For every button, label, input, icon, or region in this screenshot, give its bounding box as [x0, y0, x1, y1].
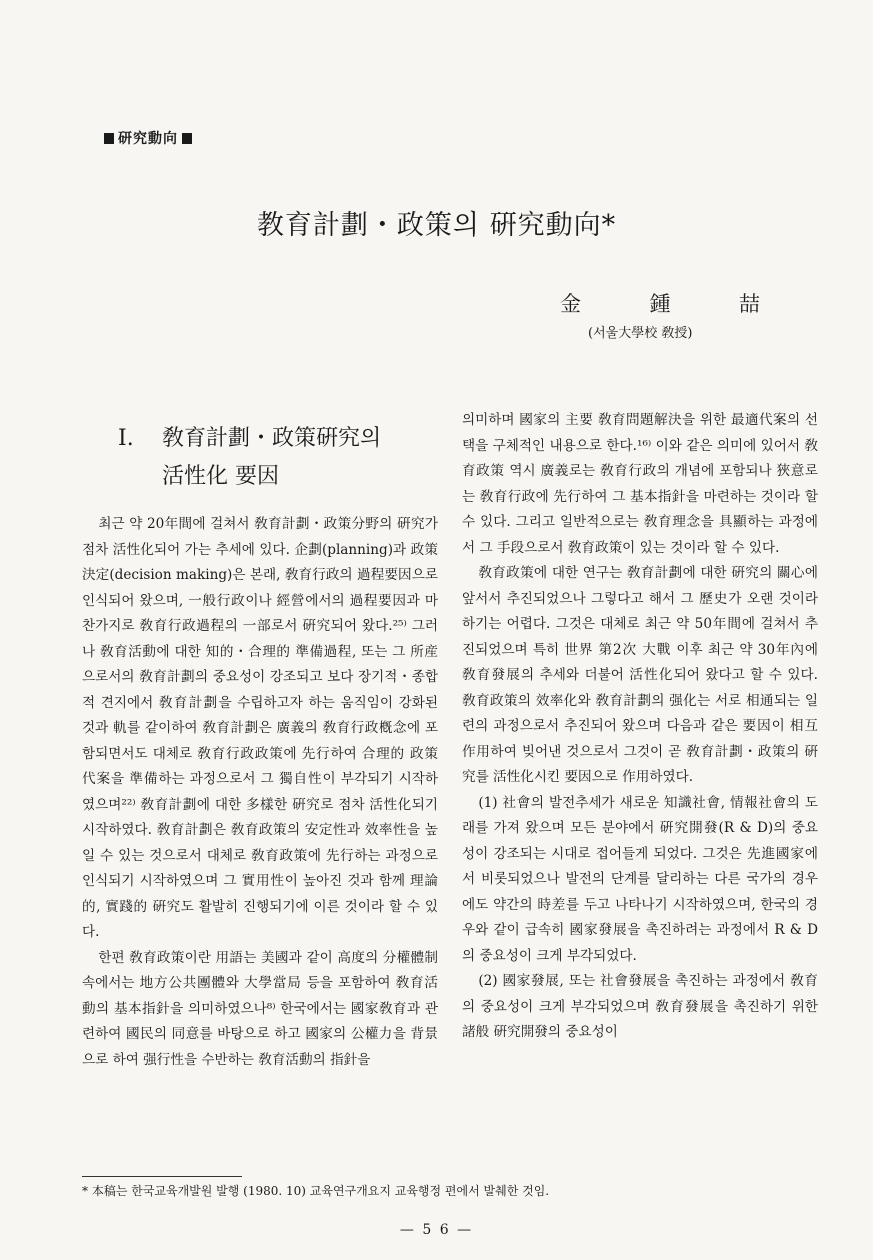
section-tag-label: 研究動向: [118, 131, 178, 147]
section-heading-line1: 敎育計劃・政策硏究의: [162, 426, 382, 451]
body-paragraph: (1) 社會의 발전추세가 새로운 知識社會, 情報社會의 도래를 가져 왔으며 모든 분야에서 硏究開發(R & D)의 중요성이 강조되는 시대로 접어들게 되었다. 그것은 先進國家에서 비롯되었으나 발전의 단계를 달리하는 다른 국가의 경우에도 약간의 時差를 두고 나타나기 시작하였으며, 한국의 경우와 같이 급속히 國家發展을 촉진하려는 과정에서 R & D의 중요성이 크게 부각되었다.: [462, 794, 818, 964]
section-heading: [118, 420, 438, 496]
author-name: [560, 288, 760, 318]
author-affiliation: (서울大學校 敎授): [588, 326, 693, 341]
left-column: [82, 408, 438, 1073]
author-name-char: 喆: [739, 292, 760, 316]
section-heading-line2: 活性化 要因: [162, 464, 279, 489]
section-number: Ⅰ.: [118, 426, 134, 451]
square-bullet-icon: [104, 133, 114, 144]
section-tag: [100, 128, 196, 148]
body-paragraph: 최근 약 20年間에 걸쳐서 敎育計劃・政策分野의 硏究가 점차 活性化되어 가는 추세에 있다. 企劃(planning)과 政策決定(decision making)은 본래, 敎育行政의 過程要因으로 인식되어 왔으며, 一般行政이나 經營에서의 過程要因과 마찬가지로 敎育行政過程의 一部로서 硏究되어 왔다.²⁵⁾ 그러나 敎育活動에 대한 知的・合理的 準備過程, 또는 그 所産으로서의 敎育計劃의 중요성이 강조되고 보다 장기적・종합적 견지에서 敎育計劃을 수립하고자 하는 움직임이 강화된 것과 軌를 같이하여 敎育計劃은 廣義의 敎育行政槪念에 포함되면서도 대체로 敎育行政政策에 先行하여 合理的 政策代案을 準備하는 과정으로서 그 獨自性이 부각되기 시작하였으며²²⁾ 敎育計劃에 대한 多樣한 硏究로 점차 活性化되기 시작하였다. 敎育計劃은 敎育政策의 安定性과 效率性을 높일 수 있는 것으로서 대체로 敎育政策에 先行하는 과정으로 인식되기 시작하였으며 그 實用性이 높아진 것과 함께 理論的, 實踐的 硏究도 활발히 진행되기에 이른 것이라 할 수 있다.: [82, 516, 438, 940]
body-paragraph: 의미하며 國家의 主要 敎育問題解決을 위한 最適代案의 선택을 구체적인 내용으로 한다.¹⁶⁾ 이와 같은 의미에 있어서 敎育政策 역시 廣義로는 敎育行政의 개념에 포함되나 狹意로는 敎育行政에 先行하여 그 基本指針을 마련하는 것이라 할 수 있다. 그리고 일반적으로는 敎育理念을 具顯하는 과정에서 그 手段으로서 敎育政策이 있는 것이라 할 수 있다.: [462, 412, 818, 556]
author-name-char: 鍾: [649, 292, 671, 316]
right-column: [462, 408, 818, 1046]
article-title: 教育計劃・政策의 硏究動向*: [256, 210, 617, 241]
page-number: — 5 6 —: [399, 1222, 474, 1238]
body-paragraph: 敎育政策에 대한 연구는 敎育計劃에 대한 硏究의 關心에 앞서서 추진되었으나 그렇다고 해서 그 歷史가 오랜 것이라 하기는 어렵다. 그것은 대체로 최근 약 50年間에 걸쳐서 추진되었으며 특히 世界 第2次 大戰 이후 최근 약 30年內에 敎育發展의 추세와 더불어 活性化되어 왔다고 할 수 있다. 敎育政策의 效率化와 敎育計劃의 强化는 서로 相通되는 일련의 과정으로서 추진되어 왔으며 다음과 같은 要因이 相互作用하여 빚어낸 것으로서 그것이 곧 敎育計劃・政策의 硏究를 活性化시킨 要因으로 作用하였다.: [462, 565, 818, 785]
square-bullet-icon: [182, 133, 192, 144]
body-paragraph: 한편 敎育政策이란 用語는 美國과 같이 高度의 分權體制 속에서는 地方公共團體와 大學當局 등을 포함하여 敎育活動의 基本指針을 의미하였으나⁸⁾ 한국에서는 國家敎育과 관련하여 國民의 同意를 바탕으로 하고 國家의 公權力을 背景으로 하여 强行性을 수반하는 敎育活動의 指針을: [82, 949, 438, 1068]
footnote-divider: [82, 1176, 242, 1177]
body-paragraph: (2) 國家發展, 또는 社會發展을 촉진하는 과정에서 敎育의 중요성이 크게 부각되었으며 敎育發展을 촉진하기 위한 諸般 硏究開發의 중요성이: [462, 973, 818, 1040]
footnote: * 本稿는 한국교육개발원 발행 (1980. 10) 교육연구개요지 교육행정 편에서 발췌한 것임.: [82, 1184, 550, 1198]
author-name-char: 金: [560, 292, 581, 316]
